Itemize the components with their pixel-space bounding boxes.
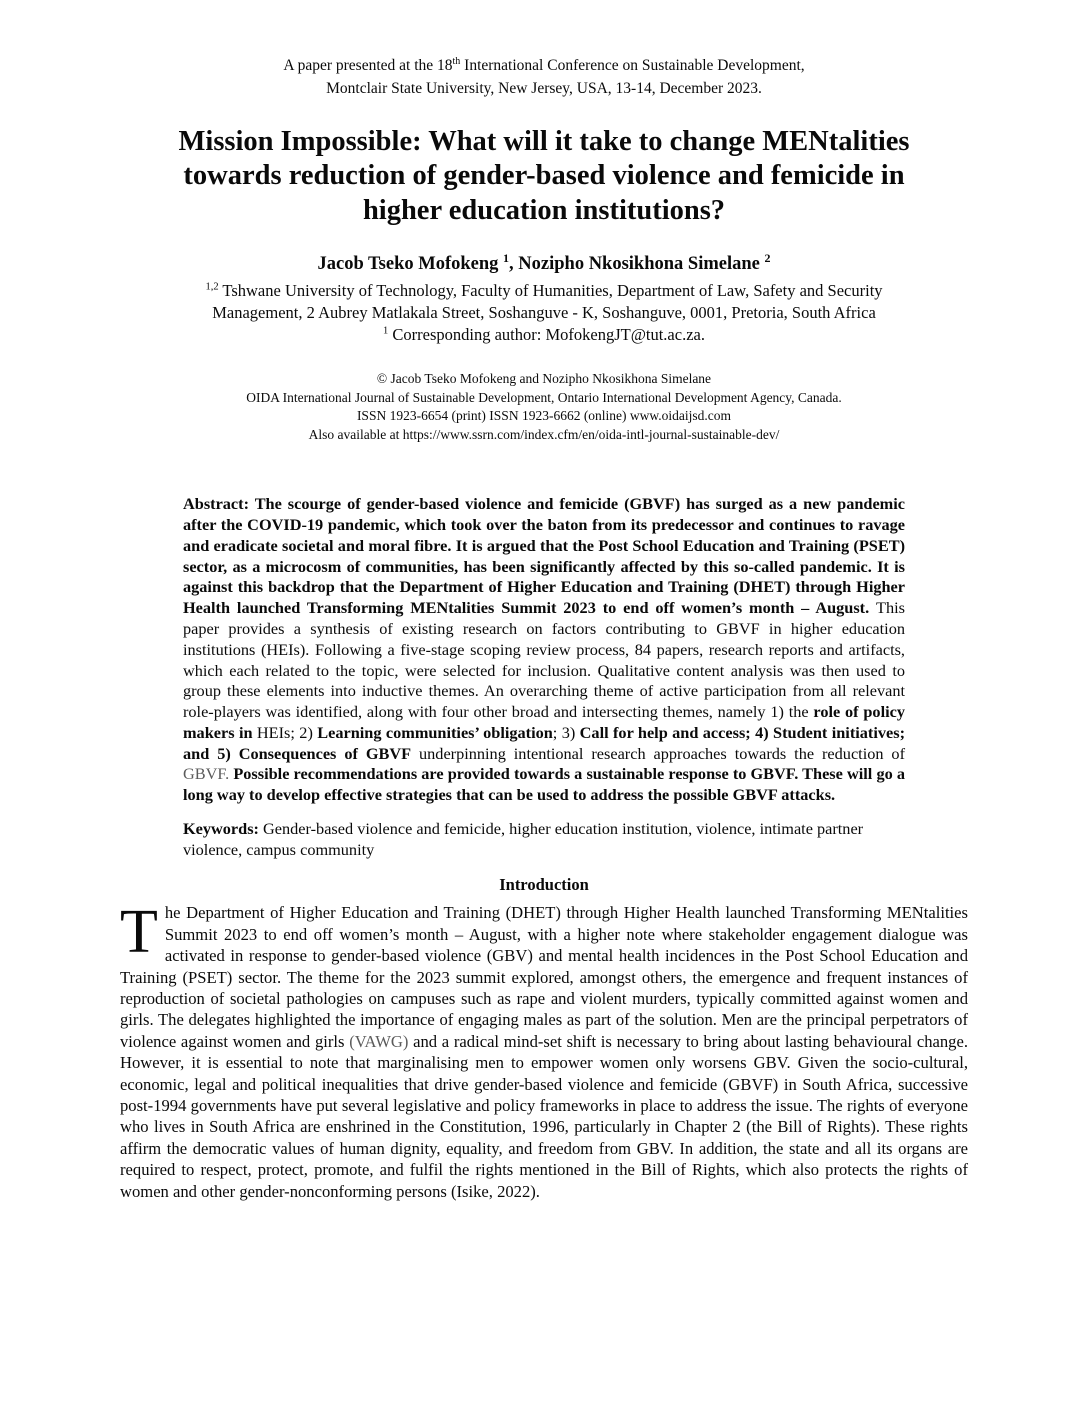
abstract-theme-1: role of policy makers in: [183, 702, 905, 742]
author-2-name: Nozipho Nkosikhona Simelane: [518, 254, 765, 275]
abstract-paragraph: [183, 494, 905, 805]
conference-note: [0, 54, 1088, 101]
conference-note-text-rest: International Conference on Sustainable Development,: [460, 57, 805, 75]
abstract-segment-bold: The scourge of gender-based violence and femicide (GBVF) has surged as a new pandemic after the COVID-19 pandemic, which took over the baton from its predecessor and continues to ravage and eradicate societal and moral fibre. It is argued that the Post School Education and Training (PSET) sector, as a microcosm of communities, has been significantly affected by this so-called pandemic. It is against this backdrop that the Department of Higher Education and Training (DHET) through Higher Health launched Transforming MENtalities Summit 2023 to end off women’s month – August.: [183, 494, 905, 618]
abstract-gbvf-gray: GBVF.: [183, 764, 230, 784]
abstract-label: Abstract:: [183, 494, 255, 514]
ordinal-superscript: th: [452, 56, 461, 67]
abstract-segment-regular: ; 3): [552, 722, 580, 742]
corresponding-superscript: 1: [383, 325, 389, 337]
introduction-text-rest: and a radical mind-set shift is necessary to bring about lasting behavioural change. However, it is essential to note that marginalising men to empower women only worsens GBV. Given the socio-cultural, economic, legal and political inequalities that drive gender-based violence and femicide (GBVF) in South Africa, successive post-1994 governments have put several legislative and policy frameworks in place to address the issue. The rights of everyone who lives in South Africa are enshrined in the Constitution, 1996, particularly in Chapter 2 (the Bill of Rights). These rights affirm the democratic values of human dignity, equality, and freedom from GBV. In addition, the state and all its organs are required to respect, protect, promote, and fulfil the rights mentioned in the Bill of Rights, which also protects the rights of women and other gender-nonconforming persons (Isike, 2022).: [120, 1031, 968, 1201]
abstract-segment-regular: This paper provides a synthesis of existing research on factors contributing to GBVF in higher education institutions (HEIs). Following a five-stage scoping review process, 84 papers, research reports and artifacts, which each related to the topic, were selected for inclusion. Qualitative content analysis was then used to group these elements into inductive themes. An overarching theme of active participation from all relevant role-players was identified, along with four other broad and intersecting themes, namely 1) the: [183, 598, 905, 722]
introduction-heading: Introduction: [499, 875, 589, 895]
keywords-label: Keywords:: [183, 818, 264, 838]
author-2-superscript: 2: [764, 250, 771, 265]
authors-line: [0, 251, 1088, 275]
journal-name-line: OIDA International Journal of Sustainable Development, Ontario International Development Agency, Canada.: [246, 389, 842, 405]
journal-imprint: [0, 370, 1088, 445]
affiliation: [0, 280, 1088, 324]
abstract-segment-regular: HEIs; 2): [252, 722, 318, 742]
introduction-text: he Department of Higher Education and Training (DHET) through Higher Health launched Transforming MENtalities Summit 2023 to end off women’s month – August, with a higher note where stakeholder engagement dialogue was activated in response to gender-based violence (GBV) and mental health incidences in the Post School Education and Training (PSET) sector. The theme for the 2023 summit explored, amongst others, the emergence and frequent instances of reproduction of societal pathologies on campuses such as rape and violent murders, typically committed against women and girls. The delegates highlighted the importance of engaging males as part of the solution. Men are the principal perpetrators of violence against women and girls: [120, 903, 968, 1051]
corresponding-author-line: [0, 324, 1088, 346]
author-1-superscript: 1: [503, 250, 510, 265]
page-title: [79, 125, 1009, 229]
affiliation-superscript: 1,2: [205, 281, 219, 293]
title-line-2: towards reduction of gender-based violence and femicide in: [183, 160, 905, 192]
abstract-closing-bold: Possible recommendations are provided towards a sustainable response to GBVF. These will go a long way to develop effective strategies that can be used to address the possible GBVF attacks.: [183, 764, 905, 805]
abstract-segment-regular: underpinning intentional research approaches towards the reduction of: [411, 743, 905, 763]
abstract-theme-2: Learning communities’ obligation: [317, 722, 553, 742]
conference-note-text: A paper presented at the 18: [283, 57, 453, 75]
author-separator: ,: [509, 254, 519, 275]
abstract-themes-3-4-5: Call for help and access; 4) Student initiatives; and 5) Consequences of GBVF: [183, 722, 905, 763]
affiliation-line-1: [0, 280, 1088, 302]
drop-cap: T: [120, 898, 158, 967]
availability-line: Also available at https://www.ssrn.com/index.cfm/en/oida-intl-journal-sustainable-dev/: [308, 426, 780, 442]
copyright-line: © Jacob Tseko Mofokeng and Nozipho Nkosikhona Simelane: [376, 370, 712, 386]
affiliation-text-1: Tshwane University of Technology, Faculty of Humanities, Department of Law, Safety and Security: [218, 281, 883, 301]
corresponding-text: Corresponding author: MofokengJT@tut.ac.za.: [388, 324, 705, 344]
affiliation-line-2: Management, 2 Aubrey Matlakala Street, Soshanguve - K, Soshanguve, 0001, Pretoria, South Africa: [212, 303, 876, 323]
title-line-1: Mission Impossible: What will it take to change MENtalities: [178, 125, 910, 157]
conference-note-line1: [283, 57, 804, 74]
introduction-paragraph: [120, 898, 968, 1201]
vawg-gray: (VAWG): [349, 1031, 409, 1051]
keywords-text: Gender-based violence and femicide, higher education institution, violence, intimate partner violence, campus community: [183, 818, 864, 859]
keywords-paragraph: [183, 819, 905, 861]
issn-line: ISSN 1923-6654 (print) ISSN 1923-6662 (online) www.oidaijsd.com: [356, 408, 732, 424]
conference-note-line2: Montclair State University, New Jersey, USA, 13-14, December 2023.: [326, 80, 762, 98]
author-1-name: Jacob Tseko Mofokeng: [317, 254, 504, 275]
title-line-3: higher education institutions?: [362, 195, 726, 227]
